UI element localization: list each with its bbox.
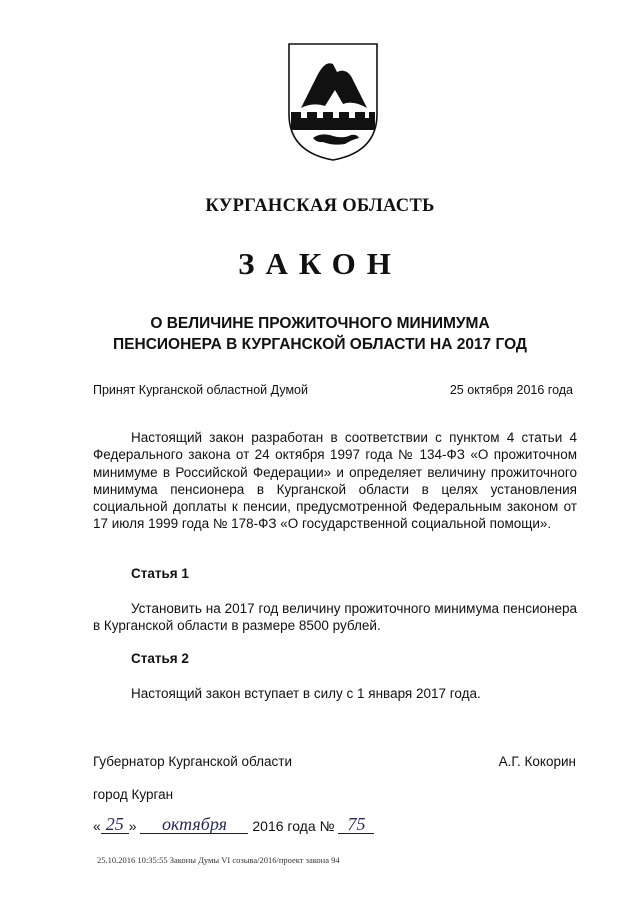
registration-day: 25 <box>101 815 129 834</box>
preamble-line-5: в целях установления социальной доплаты к пенсии, <box>93 481 577 515</box>
registration-number: 75 <box>338 815 374 834</box>
registration-line <box>93 815 553 839</box>
law-title-line-2: ПЕНСИОНЕРА В КУРГАНСКОЙ ОБЛАСТИ НА 2017 ГОД <box>113 336 527 353</box>
article-2-text: Настоящий закон вступает в силу с 1 января 2017 года. <box>131 686 481 701</box>
preamble-line-7: № 178-ФЗ «О государственной социальной помощи». <box>212 516 552 532</box>
adopted-by: Принят Курганской областной Думой <box>93 383 308 397</box>
preamble-line-3: «О прожиточном минимуме в Российской Федерации» и определяет <box>93 447 577 480</box>
footer-stamp: 25.10.2016 10:35:55 Законы Думы VI созыва/2016/проект закона 94 <box>97 855 340 865</box>
preamble-line-6: предусмотренной Федеральным законом от 17 июля 1999 года <box>93 499 577 532</box>
open-quote: « <box>93 818 101 834</box>
close-quote: » <box>128 818 137 834</box>
preamble-line-4: величину прожиточного минимума пенсионера в Курганской области <box>93 464 577 497</box>
registration-year: 2016 года № <box>252 818 335 834</box>
article-1-text <box>93 600 577 635</box>
adoption-date: 25 октября 2016 года <box>449 383 573 397</box>
article-1-line-1: Установить на 2017 год величину прожиточного минимума <box>131 601 500 616</box>
preamble-paragraph <box>93 429 577 533</box>
law-title <box>0 313 640 355</box>
signer-name: А.Г. Кокорин <box>498 754 576 769</box>
signer-role: Губернатор Курганской области <box>93 754 293 769</box>
article-1-heading: Статья 1 <box>131 566 189 581</box>
article-2-heading: Статья 2 <box>131 651 189 666</box>
preamble-line-1: Настоящий закон разработан в соответствии с пунктом 4 <box>131 430 515 445</box>
law-title-line-1: О ВЕЛИЧИНЕ ПРОЖИТОЧНОГО МИНИМУМА <box>150 315 490 332</box>
signing-city: город Курган <box>93 787 174 802</box>
region-name: КУРГАНСКАЯ ОБЛАСТЬ <box>205 196 435 216</box>
article-1-line-2: пенсионера в Курганской области в размере 8500 рублей. <box>93 601 577 634</box>
coat-of-arms-emblem <box>287 42 379 162</box>
registration-month: октября <box>140 815 248 834</box>
document-type: ЗАКОН <box>238 246 402 281</box>
preamble-line-2: статьи 4 Федерального закона от 24 октября 1997 года № 134-ФЗ <box>93 430 577 463</box>
